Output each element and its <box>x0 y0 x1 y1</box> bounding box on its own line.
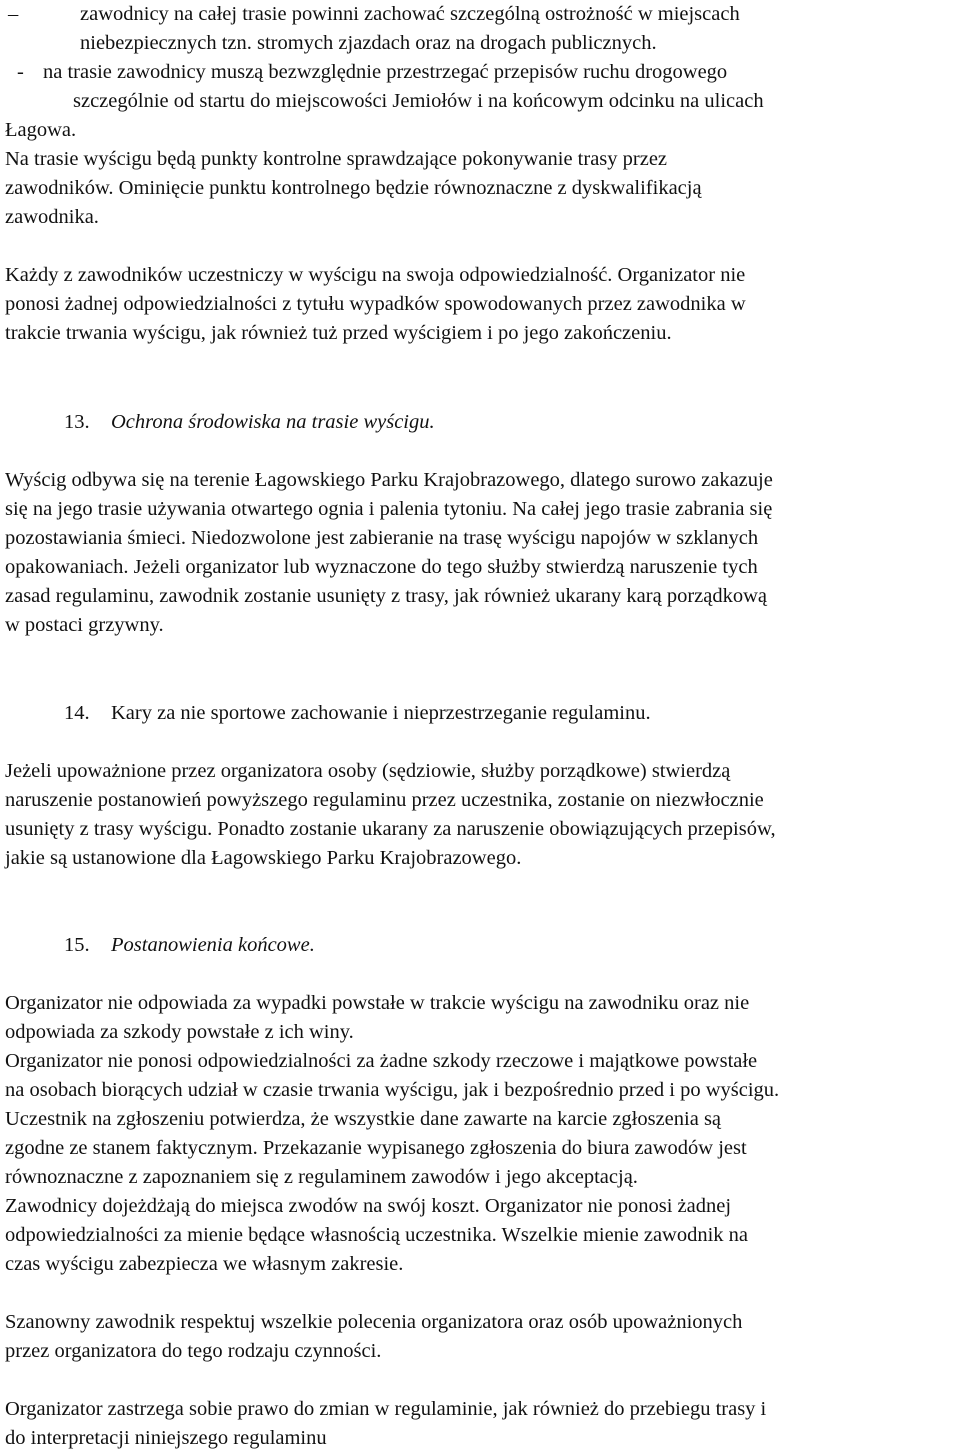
paragraph-line: Organizator zastrzega sobie prawo do zmian w regulaminie, jak również do przebiegu trasy i <box>5 1398 767 1420</box>
paragraph-line: zawodnika. <box>5 206 99 228</box>
section-title: Kary za nie sportowe zachowanie i nieprzestrzeganie regulaminu. <box>111 702 651 724</box>
bullet-text-line: niebezpiecznych tzn. stromych zjazdach oraz na drogach publicznych. <box>80 32 657 54</box>
paragraph-line: odpowiedzialności za mienie będące własnością uczestnika. Wszelkie mienie zawodnik na <box>5 1224 749 1246</box>
section-number: 13. <box>64 411 90 433</box>
paragraph-line: naruszenie postanowień powyższego regulaminu przez uczestnika, zostanie on niezwłocznie <box>5 789 764 811</box>
paragraph-line: opakowaniach. Jeżeli organizator lub wyznaczone do tego służby stwierdzą naruszenie tych <box>5 556 758 578</box>
paragraph-line: Organizator nie ponosi odpowiedzialności za żadne szkody rzeczowe i majątkowe powstałe <box>5 1050 758 1072</box>
bullet-marker: – <box>8 3 19 25</box>
bullet-text-line: Łagowa. <box>5 119 77 141</box>
bullet-text-line: na trasie zawodnicy muszą bezwzględnie przestrzegać przepisów ruchu drogowego <box>43 61 728 83</box>
paragraph-line: Organizator nie odpowiada za wypadki powstałe w trakcie wyścigu na zawodniku oraz nie <box>5 992 750 1014</box>
paragraph-line: Każdy z zawodników uczestniczy w wyścigu na swoja odpowiedzialność. Organizator nie <box>5 264 746 286</box>
paragraph-line: Na trasie wyścigu będą punkty kontrolne sprawdzające pokonywanie trasy przez <box>5 148 668 170</box>
paragraph-line: Zawodnicy dojeżdżają do miejsca zwodów na swój koszt. Organizator nie ponosi żadnej <box>5 1195 732 1217</box>
paragraph-line: przez organizatora do tego rodzaju czynności. <box>5 1340 382 1362</box>
bullet-text-line: zawodnicy na całej trasie powinni zachować szczególną ostrożność w miejscach <box>80 3 740 25</box>
paragraph-line: Szanowny zawodnik respektuj wszelkie polecenia organizatora oraz osób upoważnionych <box>5 1311 743 1333</box>
bullet-marker: - <box>17 61 24 83</box>
bullet-text-line: szczególnie od startu do miejscowości Jemiołów i na końcowym odcinku na ulicach <box>73 90 764 112</box>
section-number: 14. <box>64 702 90 724</box>
section-title: Postanowienia końcowe. <box>111 934 315 956</box>
paragraph-line: równoznaczne z zapoznaniem się z regulaminem zawodów i jego akceptacją. <box>5 1166 638 1188</box>
paragraph-line: zasad regulaminu, zawodnik zostanie usunięty z trasy, jak również ukarany karą porządkową <box>5 585 768 607</box>
paragraph-line: Uczestnik na zgłoszeniu potwierdza, że wszystkie dane zawarte na karcie zgłoszenia są <box>5 1108 722 1130</box>
paragraph-line: zgodne ze stanem faktycznym. Przekazanie wypisanego zgłoszenia do biura zawodów jest <box>5 1137 747 1159</box>
paragraph-line: zawodników. Ominięcie punktu kontrolnego będzie równoznaczne z dyskwalifikacją <box>5 177 702 199</box>
paragraph-line: Wyścig odbywa się na terenie Łagowskiego Parku Krajobrazowego, dlatego surowo zakazuje <box>5 469 773 491</box>
paragraph-line: jakie są ustanowione dla Łagowskiego Parku Krajobrazowego. <box>5 847 522 869</box>
paragraph-line: na osobach biorących udział w czasie trwania wyścigu, jak i bezpośrednio przed i po wyścigu. <box>5 1079 780 1101</box>
paragraph-line: pozostawiania śmieci. Niedozwolone jest zabieranie na trasę wyścigu napojów w szklanych <box>5 527 759 549</box>
paragraph-line: czas wyścigu zabezpiecza we własnym zakresie. <box>5 1253 404 1275</box>
paragraph-line: odpowiada za szkody powstałe z ich winy. <box>5 1021 354 1043</box>
section-title: Ochrona środowiska na trasie wyścigu. <box>111 411 435 433</box>
paragraph-line: Jeżeli upoważnione przez organizatora osoby (sędziowie, służby porządkowe) stwierdzą <box>5 760 731 782</box>
section-number: 15. <box>64 934 90 956</box>
paragraph-line: się na jego trasie używania otwartego ognia i palenia tytoniu. Na całej jego trasie zabrania się <box>5 498 773 520</box>
paragraph-line: ponosi żadnej odpowiedzialności z tytułu wypadków spowodowanych przez zawodnika w <box>5 293 746 315</box>
paragraph-line: usunięty z trasy wyścigu. Ponadto zostanie ukarany za naruszenie obowiązujących przepisów, <box>5 818 776 840</box>
paragraph-line: do interpretacji niniejszego regulaminu <box>5 1427 327 1449</box>
paragraph-line: trakcie trwania wyścigu, jak również tuż przed wyścigiem i po jego zakończeniu. <box>5 322 672 344</box>
paragraph-line: w postaci grzywny. <box>5 614 164 636</box>
